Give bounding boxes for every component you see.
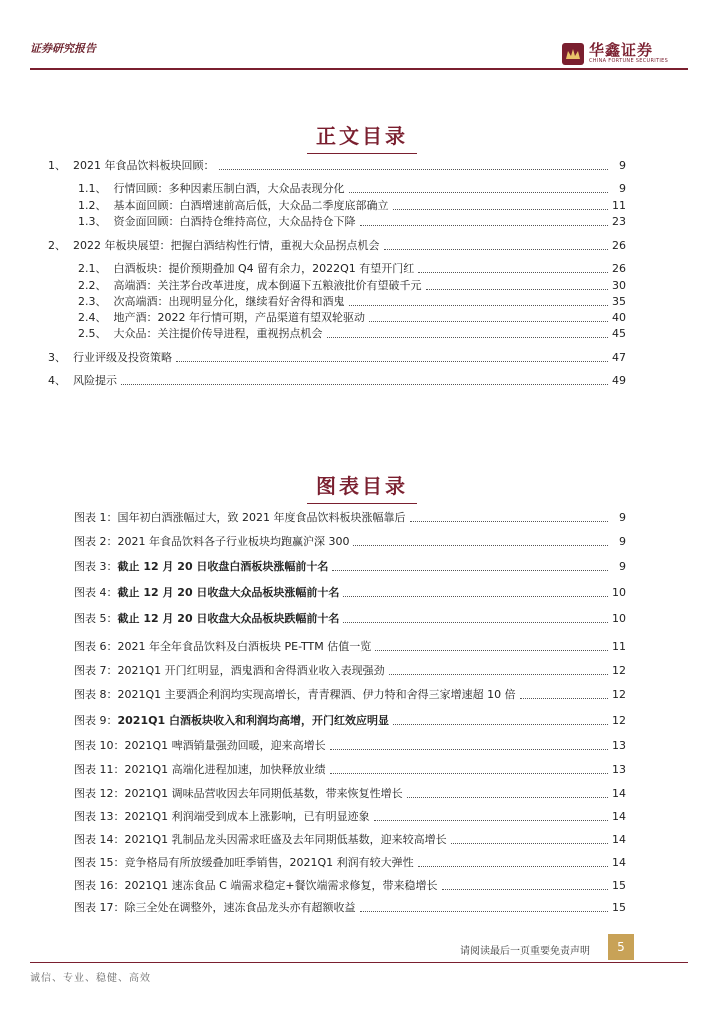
contents-title: 正文目录 — [0, 120, 724, 154]
toc-entry-number: 1.2、 — [78, 199, 114, 212]
toc-entry[interactable] — [78, 310, 626, 326]
leader-dots — [219, 169, 609, 170]
leader-dots — [349, 305, 609, 306]
toc-entry-label: 行业评级及投资策略 — [73, 351, 172, 364]
figure-entry[interactable] — [74, 510, 626, 526]
figure-entry-page: 10 — [612, 612, 626, 625]
figure-entry-label: 2021Q1 利润端受到成本上涨影响，已有明显迹象 — [124, 810, 370, 823]
figure-entry[interactable] — [74, 663, 626, 679]
leader-dots — [418, 272, 608, 273]
toc-entry-number: 3、 — [48, 351, 73, 364]
toc-entry-number: 2、 — [48, 239, 73, 252]
toc-entry[interactable] — [78, 278, 626, 294]
leader-dots — [375, 650, 608, 651]
figure-entry[interactable] — [74, 738, 626, 754]
figure-entry-page: 10 — [612, 586, 626, 599]
toc-entry-page: 45 — [612, 327, 626, 340]
logo-mark-icon — [562, 43, 584, 65]
company-motto: 诚信、专业、稳健、高效 — [30, 973, 151, 984]
figure-entry-number: 图表 2： — [74, 535, 118, 548]
figure-entry-label: 2021Q1 高端化进程加速，加快释放业绩 — [124, 763, 326, 776]
toc-entry-page: 23 — [612, 215, 626, 228]
toc-entry[interactable] — [78, 261, 626, 277]
toc-entry[interactable] — [78, 214, 626, 230]
figure-entry-label: 竞争格局有所放缓叠加旺季销售，2021Q1 利润有较大弹性 — [124, 856, 414, 869]
figure-entry-number: 图表 1： — [74, 511, 118, 524]
leader-dots — [121, 384, 608, 385]
toc-entry-number: 1.3、 — [78, 215, 114, 228]
figure-entry-label: 截止 12 月 20 日收盘白酒板块涨幅前十名 — [117, 560, 329, 573]
header-divider — [30, 68, 688, 70]
figure-entry-number: 图表 16： — [74, 879, 125, 892]
footer-divider — [30, 962, 688, 963]
disclaimer-note: 请阅读最后一页重要免责声明 — [460, 946, 590, 957]
leader-dots — [407, 797, 608, 798]
figure-entry[interactable] — [74, 585, 626, 601]
figure-entry-number: 图表 15： — [74, 856, 125, 869]
toc-entry-label: 大众品：关注提价传导进程，重视拐点机会 — [113, 327, 323, 340]
leader-dots — [176, 361, 608, 362]
leader-dots — [410, 521, 609, 522]
company-logo — [562, 42, 668, 65]
leader-dots — [353, 545, 608, 546]
toc-entry-page: 9 — [619, 182, 626, 195]
figure-entry[interactable] — [74, 687, 626, 703]
toc-entry-label: 2021 年食品饮料板块回顾： — [73, 159, 215, 172]
toc-entry-number: 1.1、 — [78, 182, 114, 195]
figure-entry-page: 15 — [612, 879, 626, 892]
figure-entry-label: 截止 12 月 20 日收盘大众品板块跌幅前十名 — [117, 612, 340, 625]
figure-entry-label: 截止 12 月 20 日收盘大众品板块涨幅前十名 — [117, 586, 340, 599]
leader-dots — [384, 249, 609, 250]
toc-entry-label: 地产酒：2022 年行情可期，产品渠道有望双轮驱动 — [113, 311, 365, 324]
leader-dots — [426, 289, 609, 290]
figure-entry[interactable] — [74, 900, 626, 916]
figure-entry[interactable] — [74, 762, 626, 778]
figure-entry-label: 2021Q1 速冻食品 C 端需求稳定+餐饮端需求修复，带来稳增长 — [124, 879, 438, 892]
toc-entry-number: 2.3、 — [78, 295, 114, 308]
figure-entry-number: 图表 14： — [74, 833, 125, 846]
figure-entry-page: 14 — [612, 833, 626, 846]
figure-entry-number: 图表 9： — [74, 714, 118, 727]
figure-entry[interactable] — [74, 832, 626, 848]
figure-entry-page: 9 — [619, 511, 626, 524]
logo-name-cn: 华鑫证券 — [589, 41, 654, 59]
leader-dots — [374, 820, 608, 821]
figure-entry-page: 14 — [612, 810, 626, 823]
leader-dots — [330, 749, 608, 750]
figure-entry-number: 图表 5： — [74, 612, 118, 625]
figure-entry[interactable] — [74, 878, 626, 894]
figure-entry-page: 12 — [612, 688, 626, 701]
figure-entry-page: 12 — [612, 664, 626, 677]
toc-entry-label: 行情回顾：多种因素压制白酒，大众品表现分化 — [113, 182, 345, 195]
toc-entry-label: 次高端酒：出现明显分化，继续看好舍得和酒鬼 — [113, 295, 345, 308]
toc-entry-label: 基本面回顾：白酒增速前高后低，大众品二季度底部确立 — [113, 199, 389, 212]
toc-entry[interactable] — [48, 350, 626, 366]
toc-entry-page: 35 — [612, 295, 626, 308]
figure-entry-page: 14 — [612, 787, 626, 800]
figure-entry-number: 图表 4： — [74, 586, 118, 599]
leader-dots — [343, 622, 608, 623]
figure-entry-label: 2021Q1 乳制品龙头因需求旺盛及去年同期低基数，迎来较高增长 — [124, 833, 447, 846]
leader-dots — [389, 674, 608, 675]
toc-entry-label: 风险提示 — [73, 374, 117, 387]
leader-dots — [327, 337, 609, 338]
toc-entry-page: 11 — [612, 199, 626, 212]
toc-entry-number: 2.5、 — [78, 327, 114, 340]
figure-entry-number: 图表 17： — [74, 901, 125, 914]
figure-entry-page: 9 — [619, 560, 626, 573]
toc-entry-number: 2.1、 — [78, 262, 114, 275]
figure-entry-label: 2021Q1 开门红明显，酒鬼酒和舍得酒业收入表现强劲 — [117, 664, 385, 677]
toc-entry-page: 26 — [612, 262, 626, 275]
figure-entry[interactable] — [74, 786, 626, 802]
figure-entry-page: 15 — [612, 901, 626, 914]
leader-dots — [360, 911, 609, 912]
leader-dots — [393, 724, 608, 725]
leader-dots — [393, 209, 609, 210]
toc-entry-number: 4、 — [48, 374, 73, 387]
toc-entry[interactable] — [48, 373, 626, 389]
figure-entry-number: 图表 8： — [74, 688, 118, 701]
leader-dots — [332, 570, 608, 571]
toc-entry-label: 资金面回顾：白酒持仓维持高位，大众品持仓下降 — [113, 215, 356, 228]
toc-entry-page: 26 — [612, 239, 626, 252]
leader-dots — [520, 698, 608, 699]
figure-entry-page: 11 — [612, 640, 626, 653]
toc-entry-label: 高端酒：关注茅台改革进度，成本倒逼下五粮液批价有望破千元 — [113, 279, 422, 292]
leader-dots — [360, 225, 609, 226]
figure-entry-number: 图表 10： — [74, 739, 125, 752]
figure-entry-number: 图表 6： — [74, 640, 118, 653]
toc-entry-label: 2022 年板块展望：把握白酒结构性行情，重视大众品拐点机会 — [73, 239, 380, 252]
toc-entry-page: 47 — [612, 351, 626, 364]
leader-dots — [418, 866, 608, 867]
leader-dots — [349, 192, 609, 193]
figure-entry[interactable] — [74, 809, 626, 825]
leader-dots — [369, 321, 608, 322]
figure-entry-number: 图表 3： — [74, 560, 118, 573]
figure-entry-number: 图表 11： — [74, 763, 125, 776]
leader-dots — [451, 843, 608, 844]
figures-title: 图表目录 — [0, 470, 724, 504]
figure-entry-page: 9 — [619, 535, 626, 548]
figure-entry[interactable] — [74, 534, 626, 550]
figure-entry-number: 图表 13： — [74, 810, 125, 823]
toc-entry[interactable] — [48, 158, 626, 174]
report-header-label: 证券研究报告 — [30, 42, 96, 55]
figure-entry-number: 图表 12： — [74, 787, 125, 800]
toc-entry[interactable] — [78, 198, 626, 214]
figure-entry-page: 14 — [612, 856, 626, 869]
toc-entry[interactable] — [78, 294, 626, 310]
toc-entry-page: 49 — [612, 374, 626, 387]
figure-entry[interactable] — [74, 855, 626, 871]
toc-entry-number: 2.4、 — [78, 311, 114, 324]
leader-dots — [343, 596, 608, 597]
figure-entry[interactable] — [74, 639, 626, 655]
figure-entry-page: 13 — [612, 763, 626, 776]
figure-entry[interactable] — [74, 559, 626, 575]
logo-name-en: CHINA FORTUNE SECURITIES — [589, 58, 669, 64]
toc-entry-page: 9 — [619, 159, 626, 172]
toc-entry[interactable] — [48, 238, 626, 254]
figure-entry-label: 2021 年食品饮料各子行业板块均跑赢沪深 300 — [117, 535, 350, 548]
figure-entry[interactable] — [74, 713, 626, 729]
figure-entry-label: 2021Q1 白酒板块收入和利润均高增，开门红效应明显 — [117, 714, 389, 727]
figure-entry-label: 国年初白酒涨幅过大，致 2021 年度食品饮料板块涨幅靠后 — [117, 511, 406, 524]
toc-entry-number: 2.2、 — [78, 279, 114, 292]
toc-entry-label: 白酒板块：提价预期叠加 Q4 留有余力，2022Q1 有望开门红 — [113, 262, 415, 275]
toc-entry-number: 1、 — [48, 159, 73, 172]
toc-entry[interactable] — [78, 326, 626, 342]
figure-entry-label: 2021Q1 啤酒销量强劲回暖，迎来高增长 — [124, 739, 326, 752]
figure-entry-page: 13 — [612, 739, 626, 752]
leader-dots — [330, 773, 608, 774]
figure-entry-number: 图表 7： — [74, 664, 118, 677]
figure-entry-page: 12 — [612, 714, 626, 727]
leader-dots — [442, 889, 608, 890]
figure-entry-label: 2021Q1 主要酒企利润均实现高增长，青青稞酒、伊力特和舍得三家增速超 10 倍 — [117, 688, 516, 701]
figure-entry-label: 除三全处在调整外，速冻食品龙头亦有超额收益 — [124, 901, 356, 914]
toc-entry-page: 40 — [612, 311, 626, 324]
toc-entry[interactable] — [78, 181, 626, 197]
figure-entry[interactable] — [74, 611, 626, 627]
page-number: 5 — [608, 934, 634, 960]
figure-entry-label: 2021 年全年食品饮料及白酒板块 PE-TTM 估值一览 — [117, 640, 372, 653]
toc-entry-page: 30 — [612, 279, 626, 292]
figure-entry-label: 2021Q1 调味品营收因去年同期低基数，带来恢复性增长 — [124, 787, 403, 800]
